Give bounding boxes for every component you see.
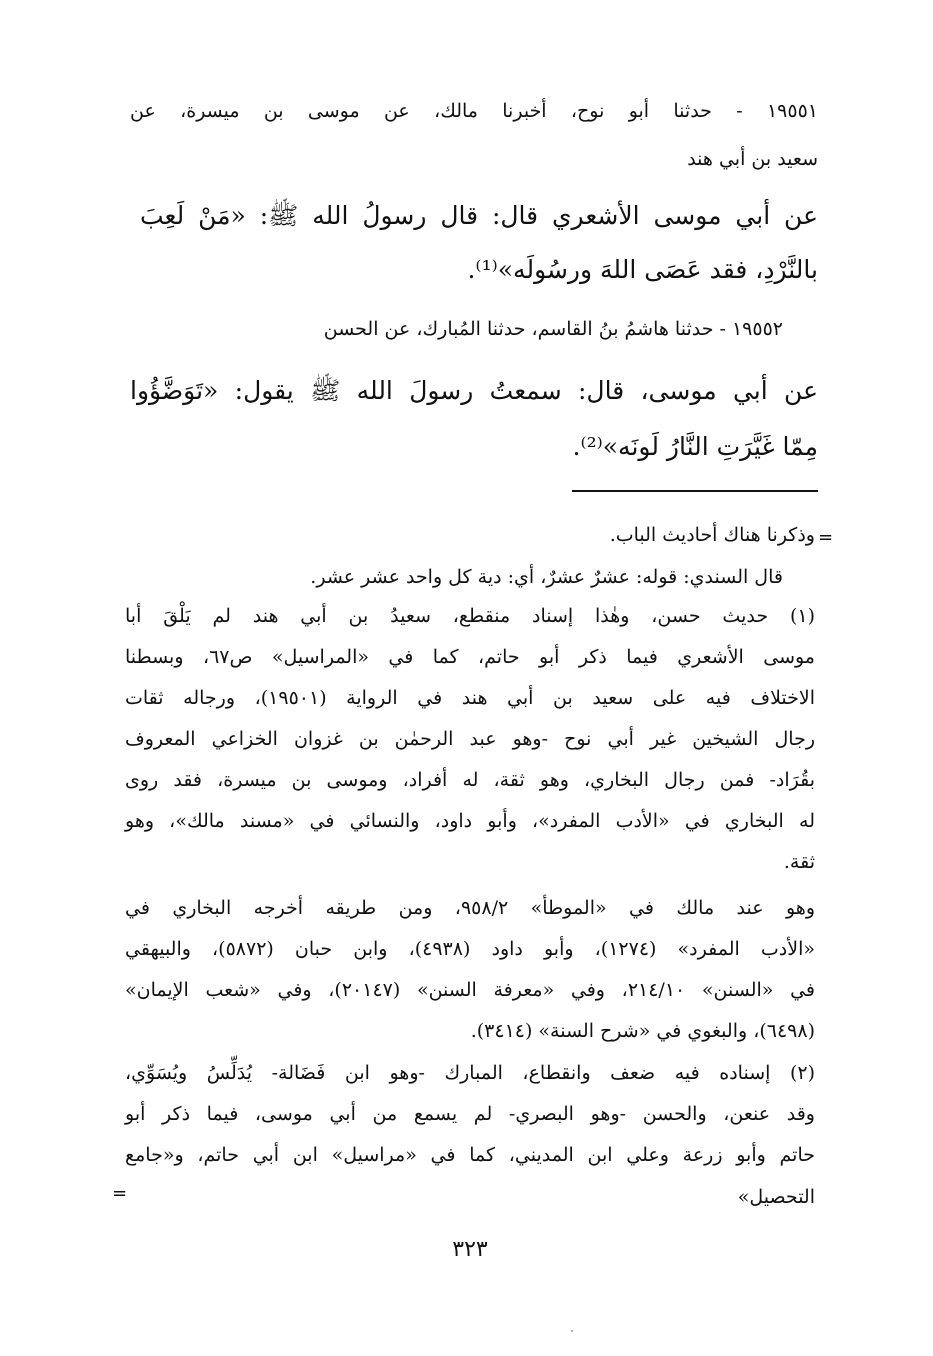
hadith-19552-chain-line-1: ١٩٥٥٢ - حدثنا هاشمُ بنُ القاسم، حدثنا المُبارك، عن الحسن [323, 318, 783, 340]
trailing-marker: = [112, 1183, 128, 1204]
footnote-line-13: (٦٤٩٨)، والبغوي في «شرح السنة» (٣٤١٤). [470, 1020, 815, 1042]
footnote-line-15: وقد عنعن، والحسن -وهو البصري- لم يسمع من أبي موسى، فيما ذكر أبو [125, 1103, 815, 1125]
hadith-19551-chain-line-2: سعيد بن أبي هند [687, 148, 818, 170]
scan-speck [571, 1330, 573, 1332]
footnote-line-2: قال السندي: قوله: عشرٌ عشرٌ، أي: دية كل واحد عشر عشر. [310, 566, 783, 588]
hadith-19552-text-line-2: مِمّا غَيَّرَتِ النَّارُ لَونَه»⁽²⁾. [572, 432, 818, 461]
footnote-line-4: موسى الأشعري فيما ذكر أبو حاتم، كما في «المراسيل» ص٦٧، وبسطنا [125, 646, 815, 668]
continuation-marker: = [818, 527, 834, 548]
footnote-line-16: حاتم وأبو زرعة وعلي ابن المديني، كما في «مراسيل» ابن أبي حاتم، و«جامع [125, 1144, 815, 1166]
hadith-19551-text-line-2: بالنَّرْدِ، فقد عَصَى اللهَ ورسُولَه»⁽¹⁾. [467, 255, 818, 284]
footnote-line-10: وهو عند مالك في «الموطأ» ٩٥٨/٢، ومن طريقه أخرجه البخاري في [125, 897, 815, 919]
footnote-line-1: وذكرنا هناك أحاديث الباب. [609, 524, 815, 546]
footnote-line-14: (٢) إسناده فيه ضعف وانقطاع، المبارك -وهو ابن فَضَالة- يُدَلِّسُ ويُسَوِّي، [125, 1062, 815, 1084]
footnote-line-6: رجال الشيخين غير أبي نوح -وهو عبد الرحمٰن بن غزوان الخزاعي المعروف [125, 728, 815, 750]
footnote-line-17: التحصيل» [737, 1186, 815, 1208]
footnote-line-8: له البخاري في «الأدب المفرد»، وأبو داود، والنسائي في «مسند مالك»، وهو [125, 810, 815, 832]
footnote-line-3: (١) حديث حسن، وهٰذا إسناد منقطع، سعيدُ بن أبي هند لم يَلْقَ أبا [125, 605, 815, 627]
hadith-19552-text-line-1: عن أبي موسى، قال: سمعتُ رسولَ الله ﷺ يقول: «تَوَضَّؤُوا [130, 376, 818, 405]
page-number: ٣٢٣ [452, 1237, 488, 1262]
footnote-line-12: في «السنن» ٢١٤/١٠، وفي «معرفة السنن» (٢٠١٤٧)، وفي «شعب الإيمان» [125, 979, 816, 1001]
footnote-line-9: ثقة. [783, 851, 815, 873]
footnote-line-11: «الأدب المفرد» (١٢٧٤)، وأبو داود (٤٩٣٨)، وابن حبان (٥٨٧٢)، والبيهقي [125, 938, 815, 960]
hadith-19551-text-line-1: عن أبي موسى الأشعري قال: قال رسولُ الله ﷺ: «مَنْ لَعِبَ [140, 201, 818, 230]
footnote-separator [572, 490, 818, 492]
footnote-line-7: بقُرَاد- فمن رجال البخاري، وهو ثقة، له أفراد، وموسى بن ميسرة، فقد روى [125, 769, 815, 791]
hadith-19551-chain-line-1: ١٩٥٥١ - حدثنا أبو نوح، أخبرنا مالك، عن موسى بن ميسرة، عن [130, 100, 818, 122]
footnote-line-5: الاختلاف فيه على سعيد بن أبي هند في الرواية (١٩٥٠١)، ورجاله ثقات [125, 687, 816, 709]
